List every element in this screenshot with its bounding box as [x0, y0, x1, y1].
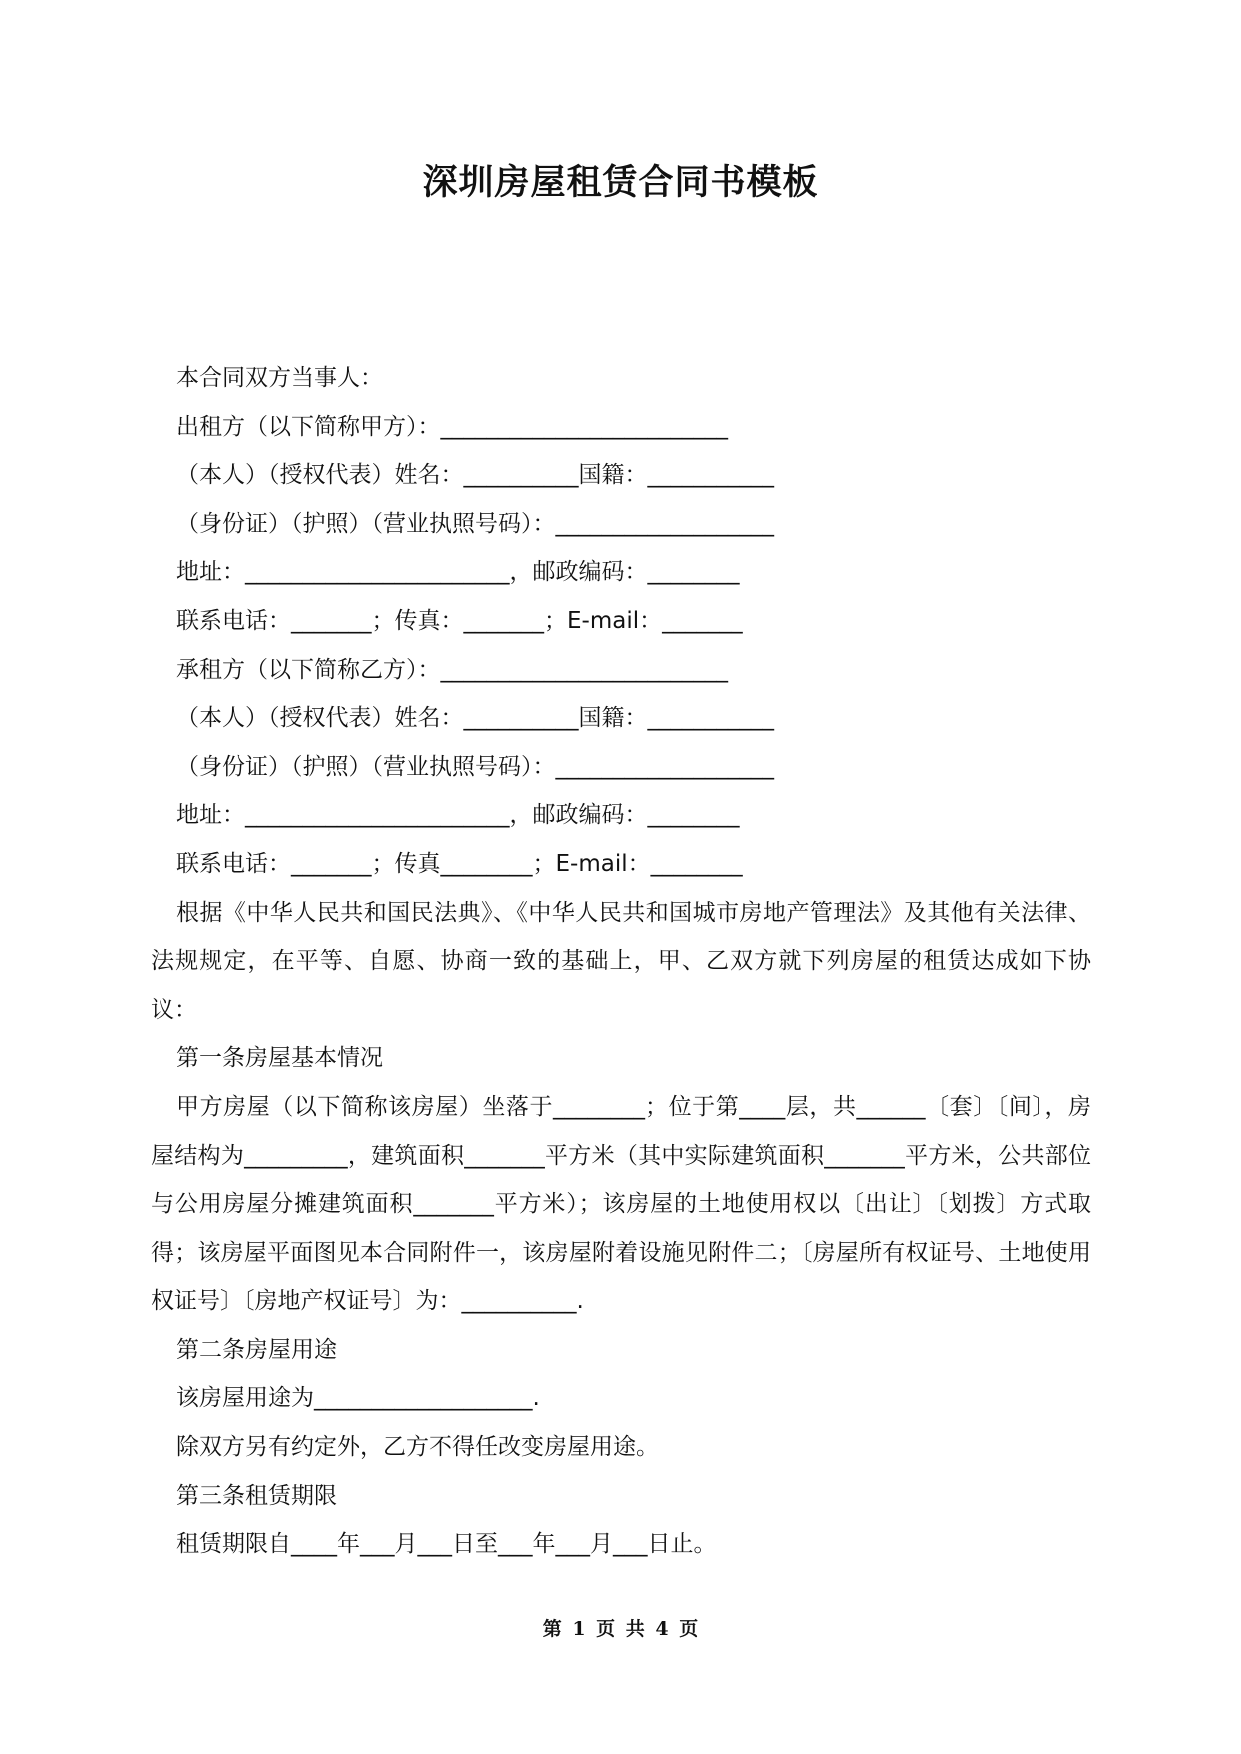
lessee-contact-line: 联系电话：_______；传真________；E-mail：________ [176, 850, 743, 877]
parties-intro: 本合同双方当事人： [176, 365, 383, 391]
article-1-paragraph: 甲方房屋（以下简称该房屋）坐落于________；位于第____层，共______〔套〕〔间〕，房屋结构为_________，建筑面积_______平方米（其中实际建筑面积_______平方米，公共部位与公用房屋分摊建筑面积_______平方米）；该房屋的土地使用权以〔出让〕〔划拨〕方式取得；该房屋平面图见本合同附件一，该房屋附着设施见附件二；〔房屋所有权证号、土地使用权证号〕〔房地产权证号〕为：__________. [151, 1093, 1091, 1315]
article-1-heading: 第一条房屋基本情况 [176, 1045, 383, 1072]
lessor-id-line: （身份证）（护照）（营业执照号码）：___________________ [176, 510, 774, 537]
document-body [151, 354, 1091, 1569]
lessor-name-line: （本人）（授权代表）姓名：__________国籍：___________ [176, 462, 774, 489]
lessor-address-line: 地址：_______________________，邮政编码：________ [176, 559, 740, 586]
page-footer: 第 1 页 共 4 页 [542, 1618, 699, 1640]
lessee-line: 承租方（以下简称乙方）：_________________________ [176, 656, 728, 683]
lease-term-line: 租赁期限自____年___月___日至___年___月___日止。 [176, 1531, 717, 1558]
house-use-line: 该房屋用途为___________________. [176, 1385, 540, 1412]
lessee-id-line: （身份证）（护照）（营业执照号码）：___________________ [176, 753, 774, 780]
lessor-line: 出租方（以下简称甲方）：_________________________ [176, 413, 728, 440]
use-restriction-line: 除双方另有约定外，乙方不得任改变房屋用途。 [176, 1434, 659, 1461]
lessee-name-line: （本人）（授权代表）姓名：__________国籍：___________ [176, 705, 774, 732]
article-2-heading: 第二条房屋用途 [176, 1336, 337, 1363]
lessee-address-line: 地址：_______________________，邮政编码：________ [176, 802, 740, 829]
legal-basis-paragraph: 根据《中华人民共和国民法典》、《中华人民共和国城市房地产管理法》及其他有关法律、法规规定，在平等、自愿、协商一致的基础上，甲、乙双方就下列房屋的租赁达成如下协议： [151, 899, 1091, 1023]
article-3-heading: 第三条租赁期限 [176, 1482, 337, 1509]
lessor-contact-line: 联系电话：_______；传真：_______；E-mail：_______ [176, 607, 743, 634]
document-title: 深圳房屋租赁合同书模板 [422, 163, 819, 203]
